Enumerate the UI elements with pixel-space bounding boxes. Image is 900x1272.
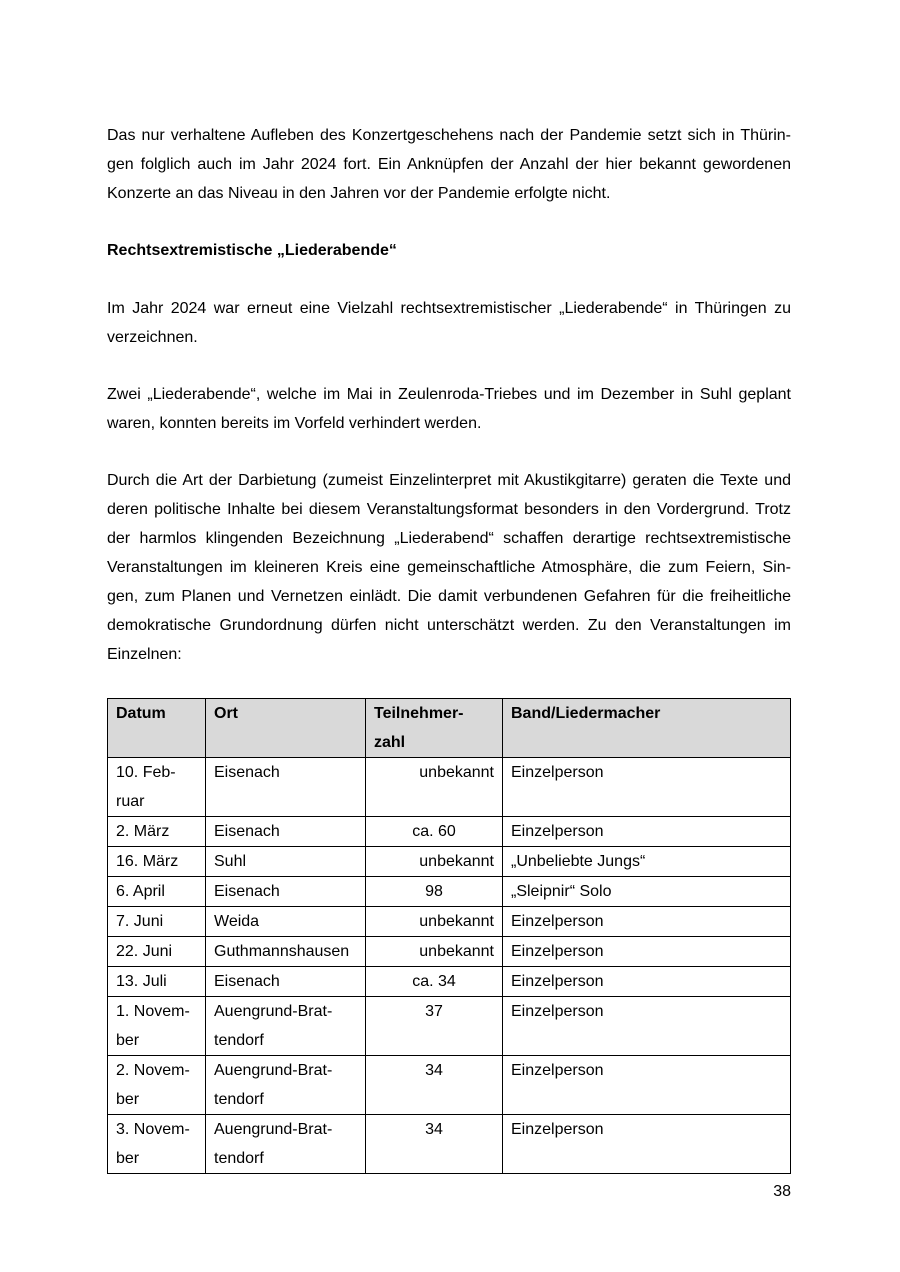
page-number: 38 (773, 1183, 791, 1200)
cell-teilnehmer: 98 (366, 877, 503, 907)
cell-datum: 13. Juli (108, 967, 206, 997)
document-body (107, 121, 791, 669)
cell-datum: 2. März (108, 817, 206, 847)
header-ort: Ort (206, 699, 366, 758)
cell-datum: 22. Juni (108, 937, 206, 967)
cell-ort: Suhl (206, 847, 366, 877)
cell-band: Einzelperson (503, 967, 791, 997)
cell-ort: Guthmannshausen (206, 937, 366, 967)
cell-ort: Eisenach (206, 877, 366, 907)
header-datum: Datum (108, 699, 206, 758)
table-header-row (108, 699, 791, 758)
events-table (107, 698, 791, 1174)
paragraph-verhindert: Zwei „Liederabende“, welche im Mai in Zeulenroda-Triebes und im Dezember in Suhl geplant waren, konnten bereits im Vorfeld verhindert werden. (107, 386, 791, 432)
cell-band: Einzelperson (503, 1056, 791, 1115)
table-row (108, 847, 791, 877)
cell-teilnehmer: ca. 60 (366, 817, 503, 847)
header-band: Band/Liedermacher (503, 699, 791, 758)
cell-datum: 2. Novem-ber (108, 1056, 206, 1115)
cell-teilnehmer: unbekannt (366, 937, 503, 967)
cell-datum: 1. Novem-ber (108, 997, 206, 1056)
table-row (108, 1056, 791, 1115)
cell-teilnehmer: 34 (366, 1115, 503, 1174)
cell-ort: Auengrund-Brat-tendorf (206, 997, 366, 1056)
cell-datum: 10. Feb-ruar (108, 758, 206, 817)
table-row (108, 877, 791, 907)
cell-band: „Sleipnir“ Solo (503, 877, 791, 907)
cell-teilnehmer: unbekannt (366, 758, 503, 817)
cell-band: Einzelperson (503, 817, 791, 847)
paragraph-vielzahl: Im Jahr 2024 war erneut eine Vielzahl rechtsextremistischer „Liederabende“ in Thüringen zu verzeichnen. (107, 300, 791, 346)
cell-ort: Auengrund-Brat-tendorf (206, 1115, 366, 1174)
intro-paragraph: Das nur verhaltene Aufleben des Konzertgeschehens nach der Pandemie setzt sich in Thürin-gen folglich auch im Jahr 2024 fort. Ein Anknüpfen der Anzahl der hier bekannt gewordenen Konzerte an das Niveau in den Jahren vor der Pandemie erfolgte nicht. (107, 127, 791, 202)
paragraph-darbietung: Durch die Art der Darbietung (zumeist Einzelinterpret mit Akustikgitarre) geraten die Texte und deren politische Inhalte bei diesem Veranstaltungsformat besonders in den Vordergrund. Trotz der harmlos klingenden Bezeichnung „Liederabend“ schaffen derartige rechtsextremistische Veranstaltungen im kleineren Kreis eine gemeinschaftliche Atmosphäre, die zum Feiern, Sin-gen, zum Planen und Vernetzen einlädt. Die damit verbundenen Gefahren für die freiheitliche demokratische Grundordnung dürfen nicht unterschätzt werden. Zu den Veranstaltungen im Einzelnen: (107, 472, 791, 663)
cell-teilnehmer: ca. 34 (366, 967, 503, 997)
cell-datum: 3. Novem-ber (108, 1115, 206, 1174)
cell-teilnehmer: 34 (366, 1056, 503, 1115)
cell-datum: 6. April (108, 877, 206, 907)
table-row (108, 937, 791, 967)
header-teilnehmerzahl: Teilnehmer-zahl (366, 699, 503, 758)
cell-band: „Unbeliebte Jungs“ (503, 847, 791, 877)
cell-ort: Weida (206, 907, 366, 937)
cell-band: Einzelperson (503, 937, 791, 967)
table-row (108, 907, 791, 937)
cell-datum: 16. März (108, 847, 206, 877)
section-heading: Rechtsextremistische „Liederabende“ (107, 242, 397, 259)
table-row (108, 817, 791, 847)
table-row (108, 1115, 791, 1174)
cell-teilnehmer: unbekannt (366, 907, 503, 937)
table-row (108, 997, 791, 1056)
cell-band: Einzelperson (503, 997, 791, 1056)
cell-ort: Eisenach (206, 817, 366, 847)
cell-band: Einzelperson (503, 758, 791, 817)
table-row (108, 967, 791, 997)
cell-ort: Eisenach (206, 758, 366, 817)
table-row (108, 758, 791, 817)
cell-ort: Eisenach (206, 967, 366, 997)
cell-datum: 7. Juni (108, 907, 206, 937)
cell-teilnehmer: unbekannt (366, 847, 503, 877)
cell-teilnehmer: 37 (366, 997, 503, 1056)
cell-band: Einzelperson (503, 1115, 791, 1174)
cell-band: Einzelperson (503, 907, 791, 937)
cell-ort: Auengrund-Brat-tendorf (206, 1056, 366, 1115)
